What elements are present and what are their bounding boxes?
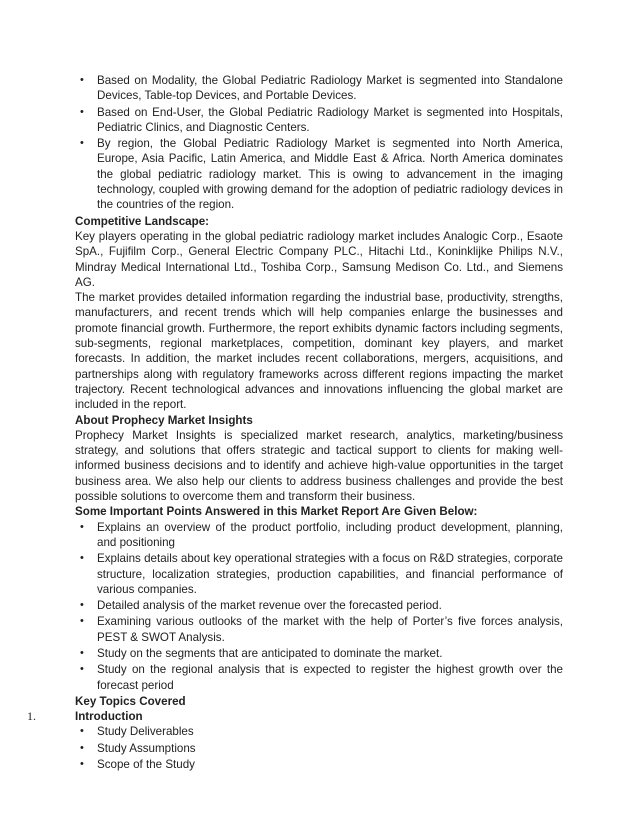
section-introduction [27,709,563,724]
list-item: • Based on Modality, the Global Pediatric Radiology Market is segmented into Standalone Devices, Table-top Devices, and Portable Devices. [97,73,563,104]
section-number: 1. [27,709,36,724]
section-title: Introduction [75,710,143,724]
list-item: • Study Deliverables [97,724,563,739]
about-heading: About Prophecy Market Insights [75,413,253,427]
list-item: • Explains details about key operational strategies with a focus on R&D strategies, corporate structure, localization strategies, production capabilities, and financial performance of various companies. [97,551,563,597]
list-item: • Study on the regional analysis that is expected to register the highest growth over the forecast period [97,662,563,693]
list-item: • Based on End-User, the Global Pediatric Radiology Market is segmented into Hospitals, Pediatric Clinics, and Diagnostic Centers. [97,105,563,136]
key-topics-heading: Key Topics Covered [75,694,186,708]
competitive-landscape-heading: Competitive Landscape: [75,214,210,228]
document-body [27,73,563,773]
market-info-paragraph: The market provides detailed information regarding the industrial base, productivity, strengths, manufacturers, and recent trends which will help companies enlarge the businesses and promote financial growth. Furthermore, the report exhibits dynamic factors including segments, sub-segments, regional marketplaces, competition, dominant key players, and market forecasts. In addition, the market includes recent collaborations, mergers, acquisitions, and partnerships along with regulatory frameworks across different regions impacting the market trajectory. Recent technological advances and innovations influencing the global market are included in the report. [75,291,563,412]
list-item: • Scope of the Study [97,757,563,772]
list-item: • Examining various outlooks of the market with the help of Porter’s five forces analysis, PEST & SWOT Analysis. [97,614,563,645]
list-item: • Study on the segments that are anticipated to dominate the market. [97,646,563,661]
important-points-list [75,520,563,693]
list-item: • By region, the Global Pediatric Radiology Market is segmented into North America, Europe, Asia Pacific, Latin America, and Middle East & Africa. North America dominates the global pediatric radiology market. This is owing to advancement in the imaging technology, coupled with growing demand for the adoption of pediatric radiology devices in the countries of the region. [97,136,563,212]
introduction-items-list [75,724,563,772]
important-points-heading: Some Important Points Answered in this Market Report Are Given Below: [75,505,478,519]
list-item: • Explains an overview of the product portfolio, including product development, planning, and positioning [97,520,563,551]
list-item: • Study Assumptions [97,741,563,756]
segmentation-bullet-list [75,73,563,213]
key-players-paragraph: Key players operating in the global pediatric radiology market includes Analogic Corp., Esaote SpA., Fujifilm Corp., General Electric Company PLC., Hitachi Ltd., Koninklijke Philips N.V., Mindray Medical International Ltd., Toshiba Corp., Samsung Medison Co. Ltd., and Siemens AG. [75,229,563,289]
about-paragraph: Prophecy Market Insights is specialized market research, analytics, marketing/business strategy, and solutions that offers strategic and tactical support to clients for making well-informed business decisions and to identify and achieve high-value opportunities in the target business area. We also help our clients to address business challenges and provide the best possible solutions to overcome them and transform their business. [75,428,563,504]
list-item: • Detailed analysis of the market revenue over the forecasted period. [97,598,563,613]
